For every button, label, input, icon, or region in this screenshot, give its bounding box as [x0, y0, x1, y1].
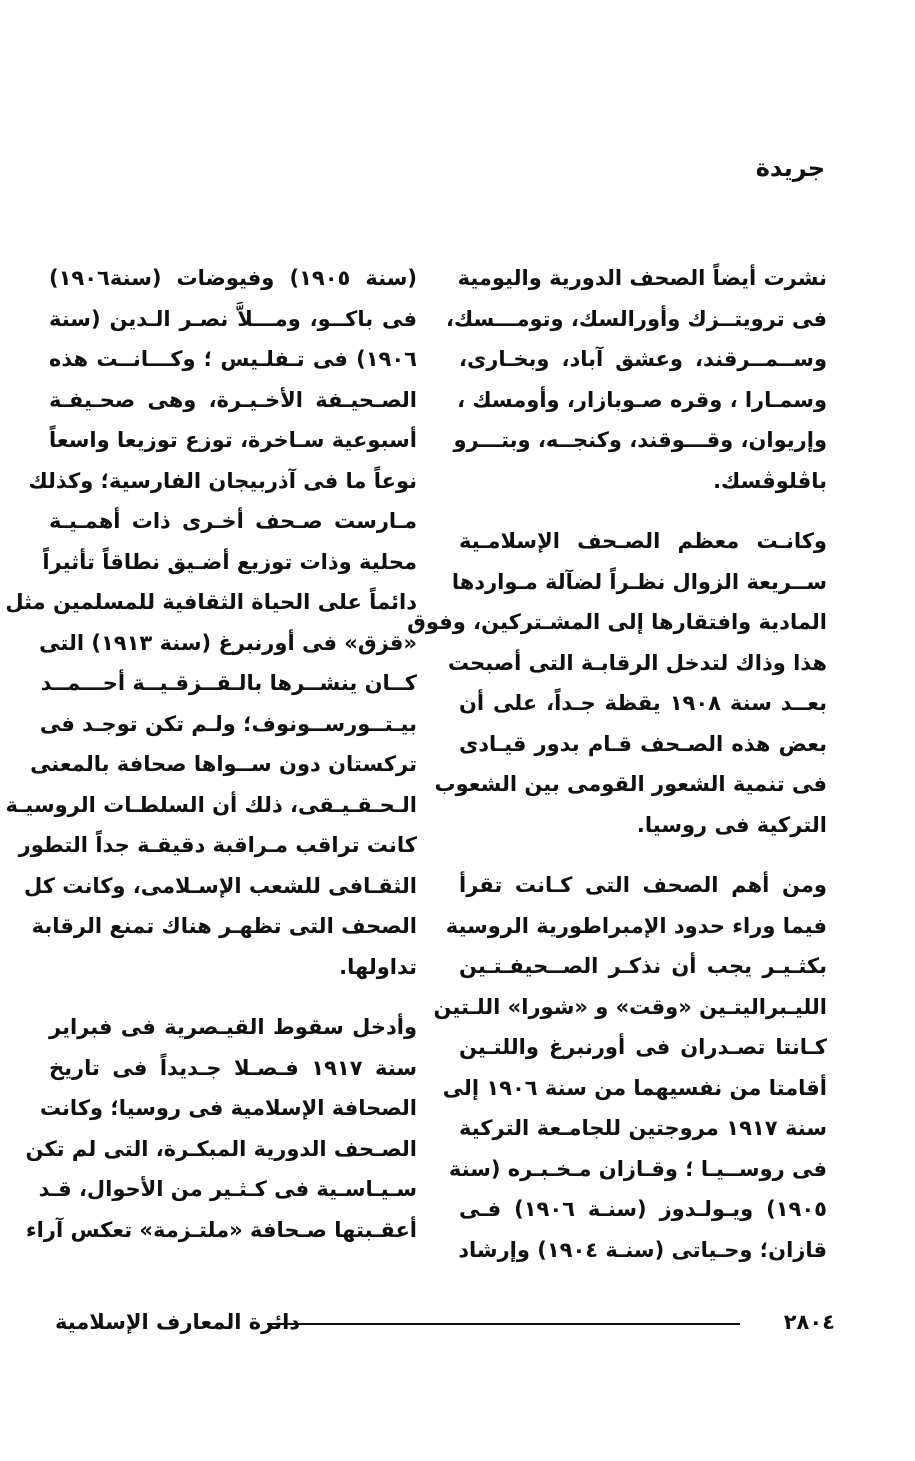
text-line: «قزق» فى أورنبرغ (سنة ١٩١٣) التى: [39, 630, 417, 655]
text-line: الصحف التى تظهـر هناك تمنع الرقابة: [31, 914, 417, 938]
paragraph: [25, 1007, 417, 1250]
paragraph: [446, 258, 827, 501]
text-line: فى باكــو، ومـــلاَّ نصـر الـدين (سنة: [49, 306, 417, 331]
text-line: كــان ينشــرها بالـقــزقـيــة أحـــمــد: [40, 671, 417, 695]
text-line: الصـحيـفة الأخـيـرة، وهى صحـيفـة: [49, 387, 417, 412]
text-line: دائماً على الحياة الثقافية للمسلمين مثل: [5, 590, 417, 614]
text-line: وأدخل سقوط القيـصرية فى فبراير: [49, 1015, 417, 1039]
text-line: فى ترويتــزك وأورالسك، وتومـــسك،: [446, 306, 827, 331]
text-line: (سنة ١٩٠٥) وفيوضات (سنة١٩٠٦): [49, 266, 417, 290]
text-column-left: [5, 258, 417, 1250]
text-line: كـانتا تصـدران فى أورنبرغ واللتـين: [459, 1035, 827, 1059]
text-line: ومن أهم الصحف التى كـانت تقرأ: [459, 873, 827, 897]
footer-rule: [267, 1323, 740, 1325]
text-line: الصـحف الدورية المبكـرة، التى لم تكن: [25, 1136, 417, 1161]
text-line: نوعاً ما فى آذربيجان الفارسية؛ وكذلك: [28, 468, 417, 493]
text-line: أقامتا من نفسيهما من سنة ١٩٠٦ إلى: [442, 1075, 827, 1100]
text-line: قازان؛ وحـياتى (سنـة ١٩٠٤) وإرشاد: [458, 1237, 827, 1262]
text-line: أعقـبتها صـحافة «ملتـزمة» تعكس آراء: [25, 1217, 417, 1242]
text-line: تداولها.: [339, 954, 417, 979]
text-line: الصحافة الإسلامية فى روسيا؛ وكانت: [39, 1096, 417, 1120]
footer-publication-title: دائرة المعارف الإسلامية: [55, 1310, 301, 1334]
paragraph: [407, 521, 827, 845]
text-line: هذا وذاك لتدخل الرقابـة التى أصبحت: [447, 650, 827, 675]
text-line: التركية فى روسيا.: [636, 812, 827, 837]
text-line: محلية وذات توزيع أضـيق نطاقاً تأثيراً: [42, 549, 417, 574]
text-line: وكانـت معظم الصـحف الإسلامـية: [459, 529, 827, 553]
text-line: بعض هذه الصـحف قـام بدور قيـادى: [459, 731, 827, 756]
text-line: وسمـارا ، وقره صـوبازار، وأومسك ،: [457, 387, 827, 412]
text-line: بعــد سنة ١٩٠٨ يقظة جـداً، على أن: [459, 691, 827, 715]
text-line: تركستان دون ســواها صحافة بالمعنى: [30, 752, 417, 776]
text-line: سـيـاسـية فى كـثـير من الأحوال، قـد: [38, 1177, 417, 1201]
text-line: نشرت أيضاً الصحف الدورية واليومية: [457, 266, 827, 290]
text-line: سنة ١٩١٧ فـصـلا جـديداً فى تاريخ: [49, 1055, 417, 1080]
text-line: كانت تراقب مـراقبة دقيقـة جداً التطور: [18, 833, 417, 857]
text-line: سنة ١٩١٧ مروجتين للجامـعة التركية: [459, 1116, 827, 1140]
running-head: جريدة: [755, 154, 825, 182]
paragraph: [433, 865, 827, 1270]
paragraph: [5, 258, 417, 987]
text-line: الثقـافى للشعب الإسـلامى، وكانت كل: [23, 873, 417, 898]
text-line: فى روســيـا ؛ وقـازان مـخـبـره (سنة: [448, 1156, 827, 1181]
text-line: وإريوان، وقـــوقند، وكنجــه، وبتـــرو: [453, 428, 827, 452]
text-line: الليـبراليتـين «وقت» و «شورا» اللـتين: [433, 994, 827, 1019]
text-line: ســريعة الزوال نظـراً لضآلة مـواردها: [451, 569, 827, 594]
text-line: فيما وراء حدود الإمبراطورية الروسية: [445, 913, 827, 938]
text-line: الـحـقـيـقى، ذلك أن السلطـات الروسيـة: [5, 792, 417, 817]
text-line: المادية وافتقارها إلى المشـتركين، وفوق: [407, 610, 827, 634]
page-number: ٢٨٠٤: [783, 1310, 835, 1334]
text-line: باڤلوڤسك.: [713, 468, 827, 493]
text-line: فى تنمية الشعور القومى بين الشعوب: [434, 772, 827, 796]
text-line: ١٩٠٦) فى تـفلـيس ؛ وكـــانــت هذه: [49, 347, 417, 371]
text-line: بكثـيـر يجب أن نذكـر الصــحيفـتـين: [459, 954, 827, 978]
page-footer: [55, 1306, 835, 1338]
text-line: بيـتــورســونوف؛ ولـم تكن توجـد فى: [39, 711, 417, 736]
text-line: مـارست صـحف أخـرى ذات أهمـيـة: [49, 509, 417, 533]
text-line: وســمــرقند، وعشق آباد، وبخـارى،: [459, 347, 827, 371]
text-column-right: [407, 258, 827, 1270]
text-line: أسبوعية سـاخرة، توزع توزيعا واسعاً: [49, 428, 417, 452]
text-line: ١٩٠٥) ويـولـدوز (سنـة ١٩٠٦) فـى: [459, 1197, 827, 1221]
